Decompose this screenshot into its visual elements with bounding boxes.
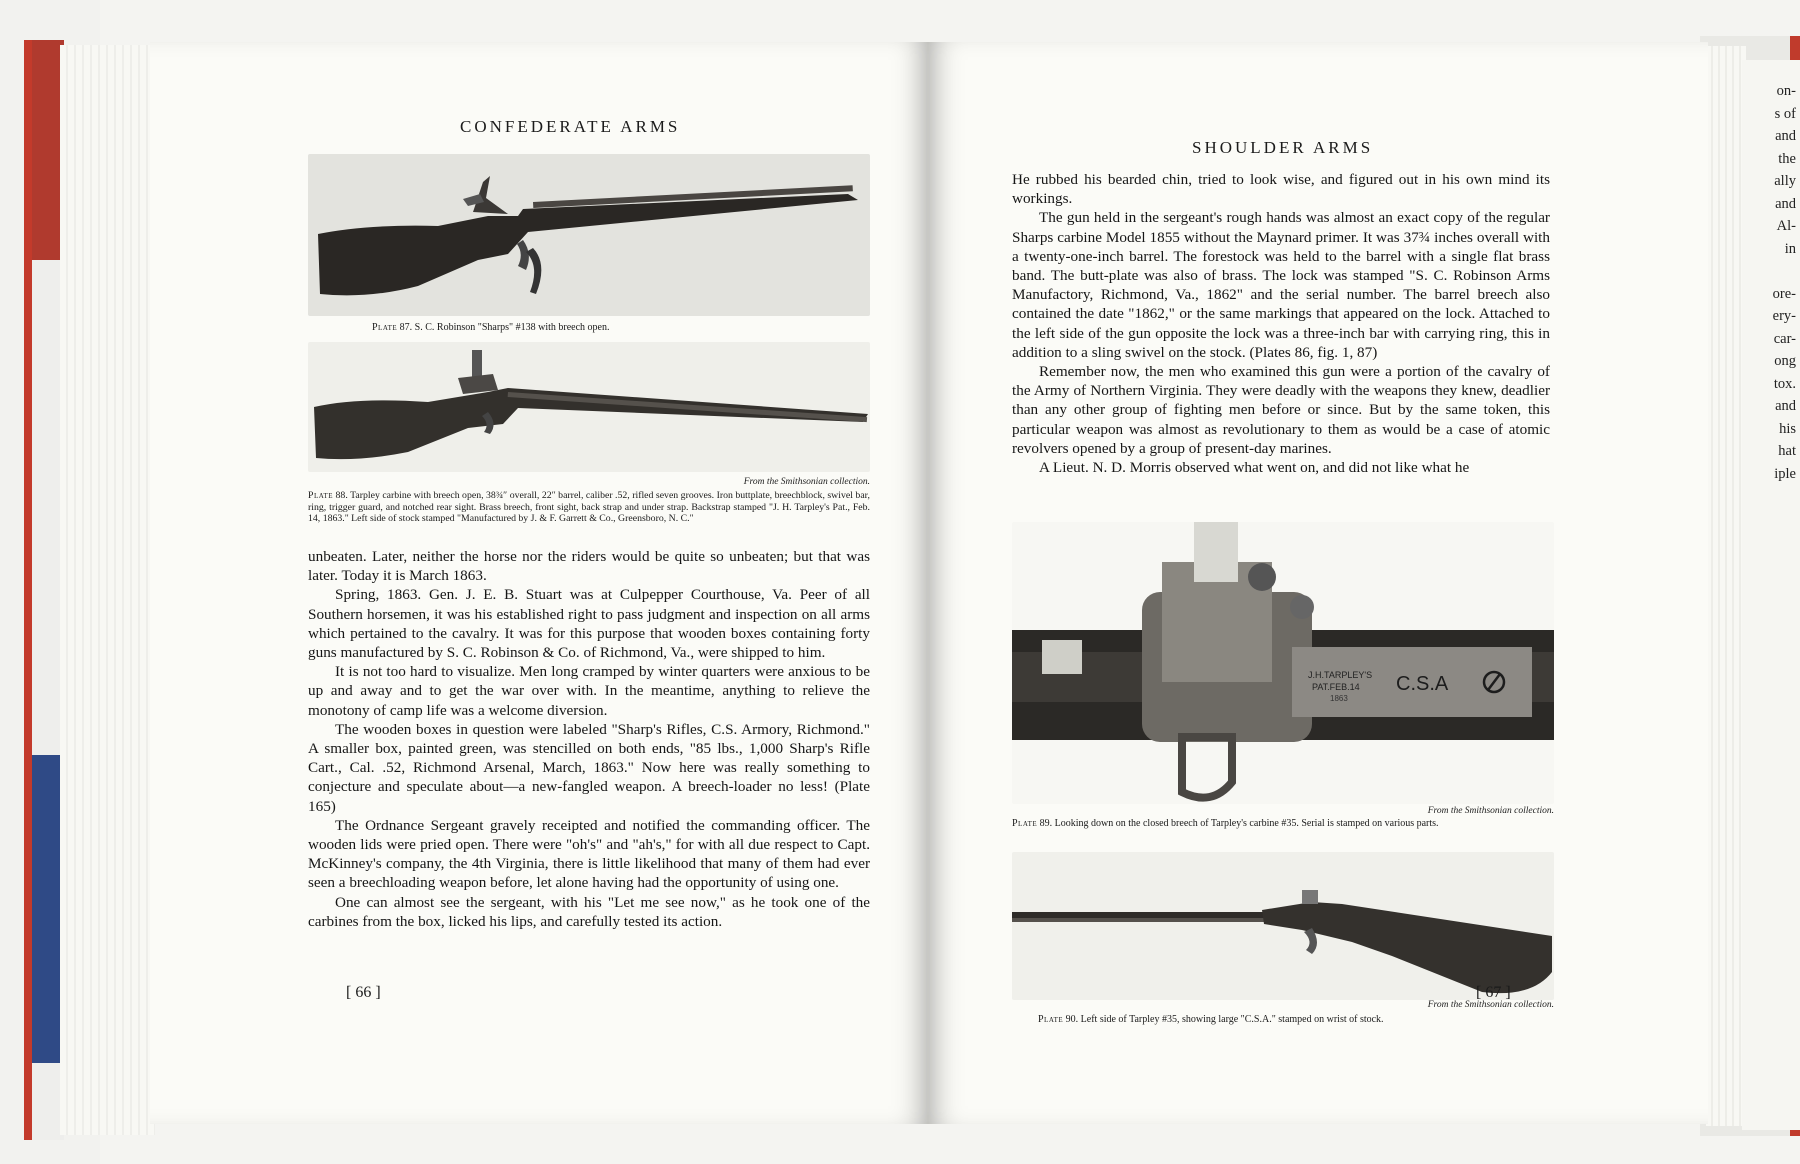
plate-89-credit: From the Smithsonian collection. xyxy=(1427,806,1554,816)
plate-89-stamp-line1: J.H.TARPLEY'S xyxy=(1308,670,1373,680)
next-page-fragment-line: in xyxy=(1784,240,1796,257)
plate-89-stamp-csa: C.S.A xyxy=(1396,673,1449,695)
plate-87-caption xyxy=(372,322,842,334)
plate-90-photo xyxy=(1012,852,1554,1000)
next-page-fragment-line: iple xyxy=(1774,465,1796,482)
right-paragraph-3: Remember now, the men who examined this gun were a portion of the cavalry of the Army of Northern Virginia. They were deadly with the weapons they knew, deadlier than any other group of fighting men before or since. But by the same token, this particular weapon was almost as revolutionary to them as would be a case of atomic revolvers opened by a group of present-day marines. xyxy=(1012,363,1550,457)
left-page-number: [ 66 ] xyxy=(346,984,381,1001)
next-page-fragment-line xyxy=(1742,260,1800,283)
next-page-fragment-line: car- xyxy=(1773,330,1796,347)
plate-88-caption-text: 88. Tarpley carbine with breech open, 38¾″ overall, 22″ barrel, caliber .52, rifled seven grooves. Iron buttplate, breechblock, swivel bar, ring, trigger guard, and notched rear sight. Brass breech, front sight, back strap and under strap. Backstrap stamped "J. H. Tarpley's Pat., Feb. 14, 1863." Left side of stock stamped "Manufactured by J. & F. Garrett & Co., Greensboro, N. C." xyxy=(308,490,870,524)
plate-88-credit: From the Smithsonian collection. xyxy=(743,477,870,487)
plate-88-label: Plate xyxy=(308,490,334,501)
right-paragraph-1: He rubbed his bearded chin, tried to look wise, and figured out in his own mind its workings. xyxy=(1012,171,1550,208)
left-running-head: CONFEDERATE ARMS xyxy=(460,117,681,136)
plate-90-caption-text: 90. Left side of Tarpley #35, showing large "C.S.A." stamped on wrist of stock. xyxy=(1065,1014,1384,1025)
left-paragraph-6: One can almost see the sergeant, with his "Let me see now," as he took one of the carbines from the box, licked his lips, and carefully tested its action. xyxy=(308,893,870,930)
plate-89-caption xyxy=(1012,818,1554,830)
next-page-fragment-line: on- xyxy=(1776,83,1796,99)
right-running-head: SHOULDER ARMS xyxy=(1192,138,1374,157)
page-edges-right xyxy=(1706,46,1746,1126)
next-page-fragment-line: and xyxy=(1775,398,1796,414)
plate-87-photo xyxy=(308,154,870,316)
next-page-fragment-line: and xyxy=(1775,195,1796,212)
left-page xyxy=(150,42,928,1124)
page-edges-left xyxy=(60,45,155,1135)
next-page-fragment-line: tox. xyxy=(1773,375,1796,392)
right-page-number: [ 67 ] xyxy=(1476,984,1511,1001)
right-body-text xyxy=(1012,170,1550,477)
plate-89-caption-text: 89. Looking down on the closed breech of Tarpley's carbine #35. Serial is stamped on various parts. xyxy=(1039,818,1439,829)
plate-89-stamp-line3: 1863 xyxy=(1330,694,1348,703)
book-cover-left-edge xyxy=(24,40,32,1140)
plate-89-label: Plate xyxy=(1012,818,1038,829)
left-paragraph-4: The wooden boxes in question were labeled "Sharp's Rifles, C.S. Armory, Richmond." A smaller box, painted green, was stencilled on both ends, "85 lbs., 1,000 Sharp's Rifle Cart., Cal. .52, Richmond Arsenal, March, 1863." Now here was really something to conjecture and speculate about—a new-fangled weapon. A breech-loader no less! (Plate 165) xyxy=(308,720,870,815)
right-page xyxy=(928,42,1708,1124)
plate-90-credit: From the Smithsonian collection. xyxy=(1427,1000,1554,1010)
plate-90-label: Plate xyxy=(1038,1014,1064,1025)
left-paragraph-2: Spring, 1863. Gen. J. E. B. Stuart was at Culpepper Courthouse, Va. Peer of all Southern horsemen, it was his established right to pass judgment and inspection on all arms which pertained to the cavalry. It was for this purpose that wooden boxes containing forty guns manufactured by S. C. Robinson & Co. of Richmond, Va., were shipped to him. xyxy=(308,586,870,662)
next-page-fragment-line: the xyxy=(1778,150,1796,167)
right-paragraph-2: The gun held in the sergeant's rough hands was almost an exact copy of the regular Sharps carbine Model 1855 without the Maynard primer. It was 37¾ inches overall with a twenty-one-inch barrel. The forestock was held to the barrel with a single flat brass band. The butt-plate was also of brass. The lock was stamped "S. C. Robinson Arms Manufactory, Richmond, Va., 1862" and the serial number. The barrel breech also contained the date "1862," or the same markings that appeared on the lock. Attached to the left side of the gun opposite the lock was a three-inch bar with carrying ring, this in addition to a sling swivel on the stock. (Plates 86, fig. 1, 87) xyxy=(1012,209,1550,361)
plate-87-caption-text: 87. S. C. Robinson "Sharps" #138 with breech open. xyxy=(399,322,610,333)
left-body-text xyxy=(308,547,870,931)
next-page-fragment-line: his xyxy=(1779,420,1796,437)
next-page-fragment xyxy=(1742,60,1800,1130)
plate-87-label: Plate xyxy=(372,322,398,333)
next-page-fragment-line: ore- xyxy=(1772,285,1796,302)
plate-89-photo xyxy=(1012,522,1554,804)
next-page-fragment-line: hat xyxy=(1778,443,1796,459)
next-page-fragment-line: ery- xyxy=(1772,308,1796,324)
next-page-fragment-line: Al- xyxy=(1776,218,1796,234)
plate-88-photo xyxy=(308,342,870,472)
next-page-fragment-line: s of xyxy=(1774,105,1796,122)
next-page-fragment-line: ally xyxy=(1774,173,1796,189)
left-paragraph-1: unbeaten. Later, neither the horse nor the riders would be quite so unbeaten; but that was later. Today it is March 1863. xyxy=(308,548,870,585)
plate-89-stamp-line2: PAT.FEB.14 xyxy=(1312,682,1360,692)
left-paragraph-5: The Ordnance Sergeant gravely receipted and notified the commanding officer. The wooden lids were pried open. There were "oh's" and "ah's," for with all due respect to Capt. McKinney's company, the 4th Virginia, there is little likelihood that many of them had ever seen a breechloading weapon before, let alone having had the opportunity of using one. xyxy=(308,816,870,892)
plate-88-caption xyxy=(308,490,870,525)
next-page-fragment-line: ong xyxy=(1774,353,1796,369)
next-page-fragment-line: and xyxy=(1775,128,1796,144)
right-paragraph-4: A Lieut. N. D. Morris observed what went on, and did not like what he xyxy=(1039,459,1470,477)
plate-90-caption xyxy=(1038,1014,1558,1026)
left-paragraph-3: It is not too hard to visualize. Men long cramped by winter quarters were anxious to be up and away and to get the war over with. In the meantime, anything to relieve the monotony of camp life was a welcome diversion. xyxy=(308,663,870,719)
